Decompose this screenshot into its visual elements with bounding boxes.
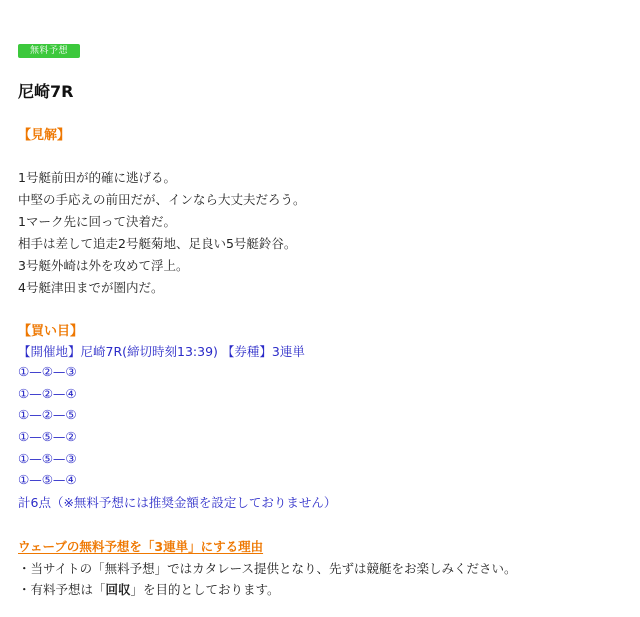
combo-item: ①—⑤—④ xyxy=(18,472,77,487)
race-title: 尼崎7R xyxy=(18,82,74,101)
analysis-line: 1号艇前田が的確に逃げる。 xyxy=(18,170,176,185)
free-prediction-badge: 無料予想 xyxy=(18,44,80,58)
race-info: 【開催地】尼崎7R(締切時刻13:39) 【券種】3連単 xyxy=(18,344,305,359)
total-count: 計6点（※無料予想には推奨金額を設定しておりません） xyxy=(18,495,337,510)
combo-item: ①—②—④ xyxy=(18,386,77,401)
combo-item: ①—⑤—② xyxy=(18,429,77,444)
reason-line xyxy=(18,580,280,598)
reason-line: ・当サイトの「無料予想」ではカタレース提供となり、先ずは競艇をお楽しみください。 xyxy=(18,561,517,576)
analysis-line: 4号艇津田までが圏内だ。 xyxy=(18,280,164,295)
analysis-line: 相手は差して追走2号艇菊地、足良い5号艇鈴谷。 xyxy=(18,236,297,251)
analysis-line: 中堅の手応えの前田だが、インなら大丈夫だろう。 xyxy=(18,192,306,207)
analysis-line: 3号艇外崎は外を攻めて浮上。 xyxy=(18,258,189,273)
reason-line-prefix: ・有料予想は「 xyxy=(18,582,106,597)
buy-heading: 【買い目】 xyxy=(18,324,84,339)
combo-item: ①—⑤—③ xyxy=(18,451,77,466)
combo-item: ①—②—③ xyxy=(18,364,77,379)
combo-item: ①—②—⑤ xyxy=(18,407,77,422)
analysis-heading: 【見解】 xyxy=(18,128,71,143)
reason-line-emphasis: 回収 xyxy=(105,582,131,597)
reason-line-suffix: 」を目的としております。 xyxy=(130,582,280,597)
reason-heading: ウェーブの無料予想を「3連単」にする理由 xyxy=(18,539,264,554)
analysis-line: 1マーク先に回って決着だ。 xyxy=(18,214,176,229)
